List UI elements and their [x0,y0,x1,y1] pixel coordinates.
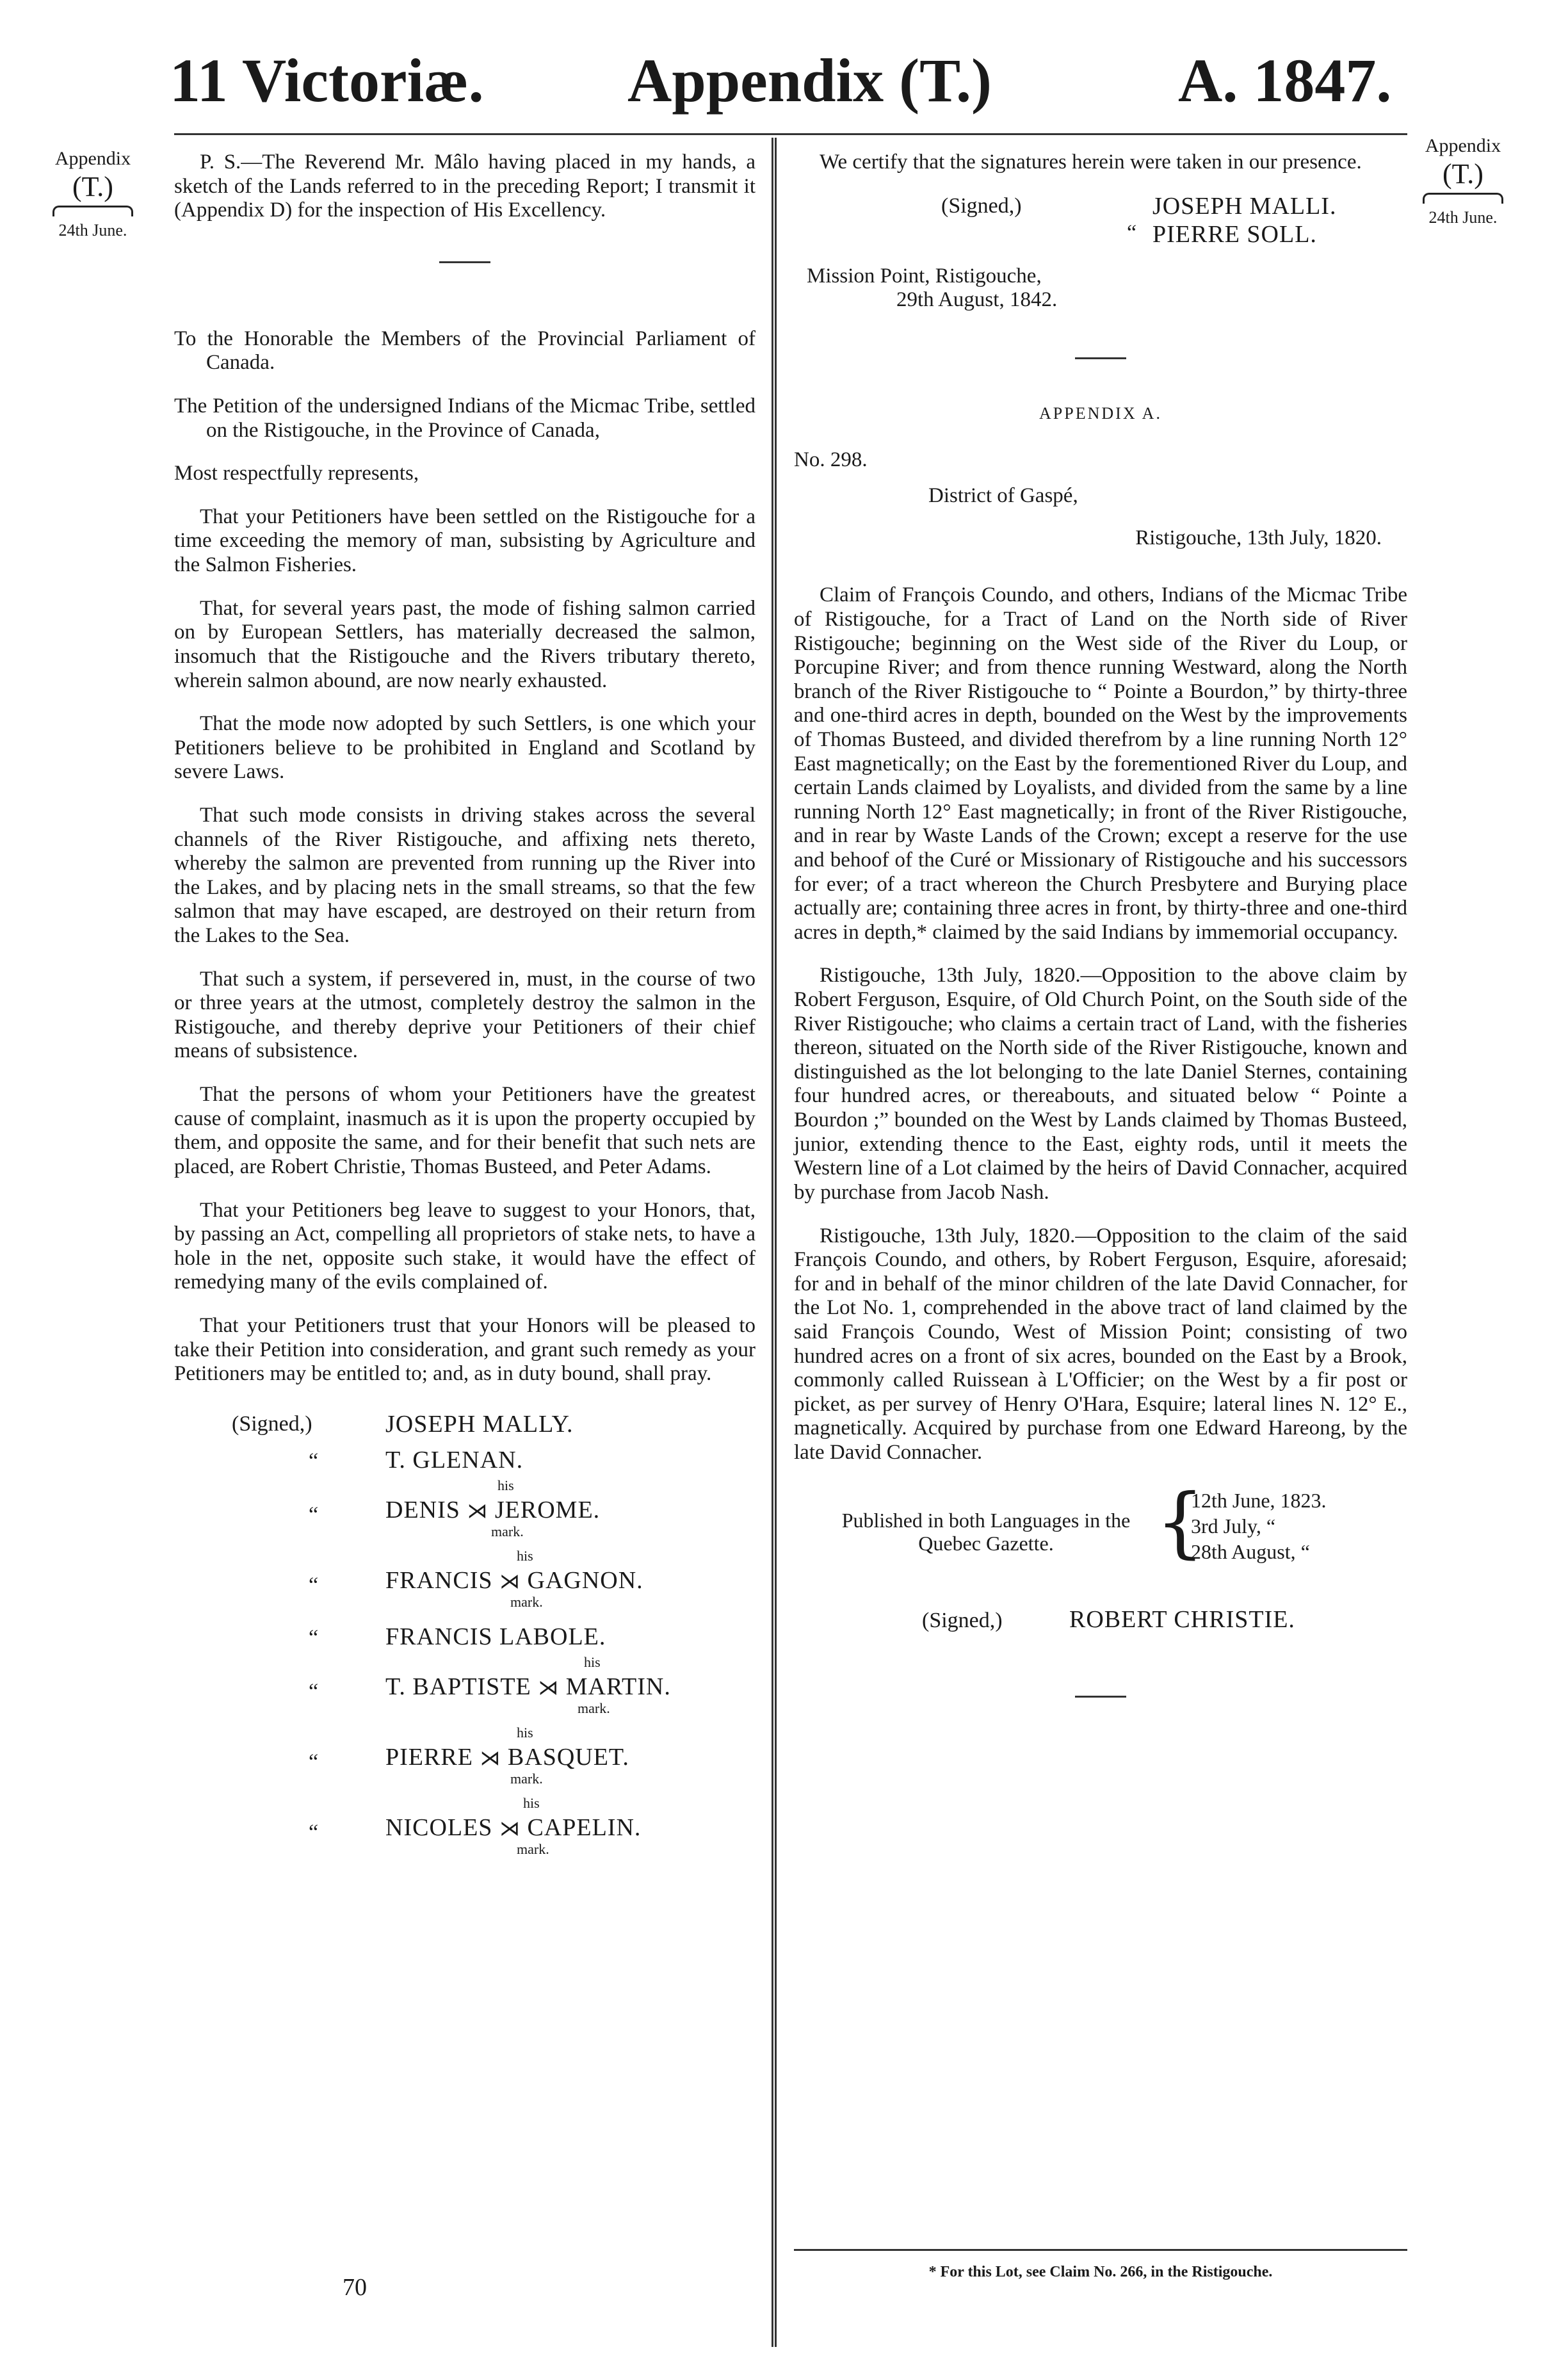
signed-label: (Signed,) [922,1608,1003,1632]
witness-name: PIERRE SOLL. [1152,220,1317,248]
header-session: 11 Victoriæ. [170,46,484,115]
mark-signature-row [174,1725,756,1795]
signature-row [174,1441,756,1477]
footnote-rule [794,2249,1407,2251]
mark-signature-row [174,1795,756,1865]
signed-label: (Signed,) [941,193,1022,218]
witness-name: JOSEPH MALLI. [1152,192,1337,220]
mark-signature [385,1497,600,1524]
his-label: his [517,1724,533,1741]
running-header [0,45,1568,115]
header-appendix: Appendix (T.) [627,46,992,115]
signature-row [174,1618,756,1654]
cross-mark: ⋊ [467,1498,489,1523]
margin-note-date: 24th June. [1428,207,1498,227]
margin-brace [53,206,133,216]
his-label: his [517,1547,533,1564]
petition-paragraph: That, for several years past, the mode of fishing salmon carried on by European Settlers, has materially decreased the salmon, insomuch that the Ristigouche and the Rivers tributary thereto, wherein salmon abound, are now nearly exhausted. [174,596,756,692]
left-column [174,150,756,1865]
publication-date: 3rd July, “ [1191,1514,1276,1538]
ditto-mark: “ [309,1573,319,1597]
signatory-last: MARTIN. [565,1673,671,1700]
header-rule [174,133,1407,135]
postscript: P. S.—The Reverend Mr. Mâlo having placed in my hands, a sketch of the Lands referred to in the preceding Report; I transmit it (Appendix D) for the inspection of His Excellency. [174,150,756,222]
petition-paragraph: That such a system, if persevered in, must, in the course of two or three years at the utmost, completely destroy the salmon in the Ristigouche, and thereby deprive your Petitioners of their chief means of subsistence. [174,967,756,1063]
witness-signatures [794,188,1407,264]
cross-mark: ⋊ [538,1675,560,1700]
cross-mark: ⋊ [499,1568,521,1593]
petition-represents: Most respectfully represents, [174,462,419,485]
signatory-last: JEROME. [494,1496,601,1523]
publication-date: 12th June, 1823. [1191,1488,1327,1512]
his-label: his [497,1477,514,1493]
district-line: District of Gaspé, [928,484,1078,508]
signatory-first: FRANCIS [385,1566,493,1594]
brace-glyph: { [1156,1477,1205,1567]
margin-note-letter: (T.) [1443,158,1483,190]
right-column [794,150,1407,1742]
signature-row [174,1406,756,1441]
margin-note-label: Appendix [54,148,131,169]
section-rule [439,261,490,263]
signatory-first: DENIS [385,1496,460,1523]
petition-address: To the Honorable the Members of the Provincial Parliament of Canada. [174,327,756,375]
signed-label: (Signed,) [232,1411,312,1436]
mark-label: mark. [510,1770,543,1787]
margin-brace [1423,193,1503,204]
mark-label: mark. [510,1593,543,1610]
footnote: * For this Lot, see Claim No. 266, in the Ristigouche. [928,2264,1273,2280]
cross-mark: ⋊ [480,1745,501,1770]
mark-signature-row [174,1548,756,1618]
mark-label: mark. [578,1700,610,1716]
header-year: A. 1847. [1178,46,1392,115]
ditto-mark: “ [309,1749,319,1774]
petition-intro: The Petition of the undersigned Indians of the Micmac Tribe, settled on the Ristigouche, in the Province of Canada, [174,394,756,442]
signatory-name: T. GLENAN. [385,1446,524,1473]
place-line: Mission Point, Ristigouche, [807,264,1042,288]
signatory-first: T. BAPTISTE [385,1673,531,1700]
certification: We certify that the signatures herein were taken in our presence. [820,150,1362,174]
opposition-text: Ristigouche, 13th July, 1820.—Opposition to the above claim by Robert Ferguson, Esquire, of Old Church Point, on the South side of the River Ristigouche; who claims a certain tract of Land, with the fisheries thereon, situated on the North side of the River Ristigouche, known and distinguished as the lot belonging to the late Daniel Sternes, containing four hundred acres, or thereabouts, and situated below “ Pointe a Bourdon ;” bounded on the West by Lands claimed by Thomas Busteed, junior, extending thence to the East, eighty rods, until it meets the Western line of a Lot claimed by the heirs of David Connacher, acquired by purchase from Jacob Nash. [794,964,1407,1204]
margin-note-left [45,147,141,240]
margin-note-right [1409,134,1517,227]
ditto-mark: “ [1127,220,1137,245]
column-divider [772,138,777,2347]
publication-label: Published in both Languages in the Quebec Gazette. [841,1508,1131,1555]
signatory-name: FRANCIS LABOLE. [385,1623,606,1650]
margin-note-date: 24th June. [58,220,127,239]
mark-signature-row [174,1477,756,1548]
mark-signature [385,1567,643,1595]
opposition-text: Ristigouche, 13th July, 1820.—Opposition to the claim of the said François Coundo, and others, by Robert Ferguson, Esquire, aforesaid; for and in behalf of the minor children of the late David Connacher, for the Lot No. 1, comprehended in the above tract of land claimed by the said François Coundo, West of Mission Point; consisting of two hundred acres on a front of six acres, bounded on the East by a Brook, commonly called Ruissean à L'Officier; on the West by a fir post or picket, as per survey of Henry O'Hara, Esquire; lateral lines N. 12° E., magnetically. Acquired by purchase from one Edward Hareong, by the late David Connacher. [794,1224,1407,1464]
mark-signature [385,1673,671,1701]
ditto-mark: “ [309,1625,319,1650]
signatory-first: PIERRE [385,1743,473,1771]
signatory-name: JOSEPH MALLY. [385,1410,574,1438]
section-rule [1075,1696,1126,1698]
publication-date: 28th August, “ [1191,1539,1310,1563]
ditto-mark: “ [309,1449,319,1473]
margin-note-letter: (T.) [72,171,113,202]
claim-number: No. 298. [794,448,868,472]
his-label: his [523,1794,540,1811]
publication-dates [1191,1488,1327,1564]
mark-label: mark. [517,1840,549,1857]
publication-note [794,1477,1407,1580]
dateline: Ristigouche, 13th July, 1820. [1135,526,1382,549]
final-signature [794,1606,1407,1651]
his-label: his [584,1653,601,1670]
page-number: 70 [343,2274,367,2301]
ditto-mark: “ [309,1502,319,1527]
petition-paragraph: That your Petitioners trust that your Honors will be pleased to take their Petition into consideration, and grant such remedy as your Petitioners may be entitled to; and, as in duty bound, shall pray. [174,1313,756,1386]
signatory-last: BASQUET. [507,1743,629,1771]
petition-paragraph: That your Petitioners have been settled on the Ristigouche for a time exceeding the memory of man, subsisting by Agriculture and the Salmon Fisheries. [174,505,756,577]
signatory-last: CAPELIN. [527,1814,642,1841]
margin-note-label: Appendix [1425,135,1501,156]
ditto-mark: “ [309,1679,319,1703]
claim-text: Claim of François Coundo, and others, Indians of the Micmac Tribe of Ristigouche, for a Tract of Land on the North side of River Ristigouche; beginning on the West side of the River du Loup, or Porcupine River; and from thence running Westward, along the North branch of the River Ristigouche to “ Pointe a Bourdon,” by thirty-three and one-third acres in depth, bounded on the West by the improvements of Thomas Busteed, and divided therefrom by a line running North 12° East magnetically; on the East by the forementioned River du Loup, and certain Lands claimed by Loyalists, and divided from the same by a line running North 12° East magnetically; in front of the River Ristigouche, and in rear by Waste Lands of the Crown; except a reserve for the use and behoof of the Curé or Missionary of Ristigouche and his successors for ever; of a tract whereon the Church Presbytere and Burying place actually are; containing three acres in front, by thirty-three and one-third acres in depth,* claimed by the said Indians by immemorial occupancy. [794,583,1407,944]
place-date: 29th August, 1842. [896,288,1058,312]
petition-paragraph: That your Petitioners beg leave to suggest to your Honors, that, by passing an Act, compelling all proprietors of stake nets, to have a hole in the net, opposite such stake, it would have the effect of remedying many of the evils complained of. [174,1198,756,1294]
cross-mark: ⋊ [499,1815,521,1840]
signatory-last: GAGNON. [527,1566,643,1594]
signatory-name: ROBERT CHRISTIE. [1069,1605,1295,1633]
section-rule [1075,357,1126,359]
mark-signature-row [174,1654,756,1725]
ditto-mark: “ [309,1820,319,1844]
signatory-first: NICOLES [385,1814,493,1841]
petition-paragraph: That the persons of whom your Petitioners have the greatest cause of complaint, inasmuch as it is upon the property occupied by them, and opposite the same, and for their benefit that such nets are placed, are Robert Christie, Thomas Busteed, and Peter Adams. [174,1083,756,1178]
mark-label: mark. [491,1523,524,1539]
appendix-heading: APPENDIX A. [1039,403,1162,423]
mark-signature [385,1744,629,1771]
petition-paragraph: That such mode consists in driving stakes across the several channels of the River Ristigouche, and affixing nets thereto, whereby the salmon are prevented from running up the River into the Lakes, and by placing nets in the small streams, so that the few salmon that may have escaped, are destroyed on their return from the Lakes to the Sea. [174,803,756,948]
petition-paragraph: That the mode now adopted by such Settlers, is one which your Petitioners believe to be prohibited in England and Scotland by severe Laws. [174,712,756,784]
mark-signature [385,1814,641,1842]
